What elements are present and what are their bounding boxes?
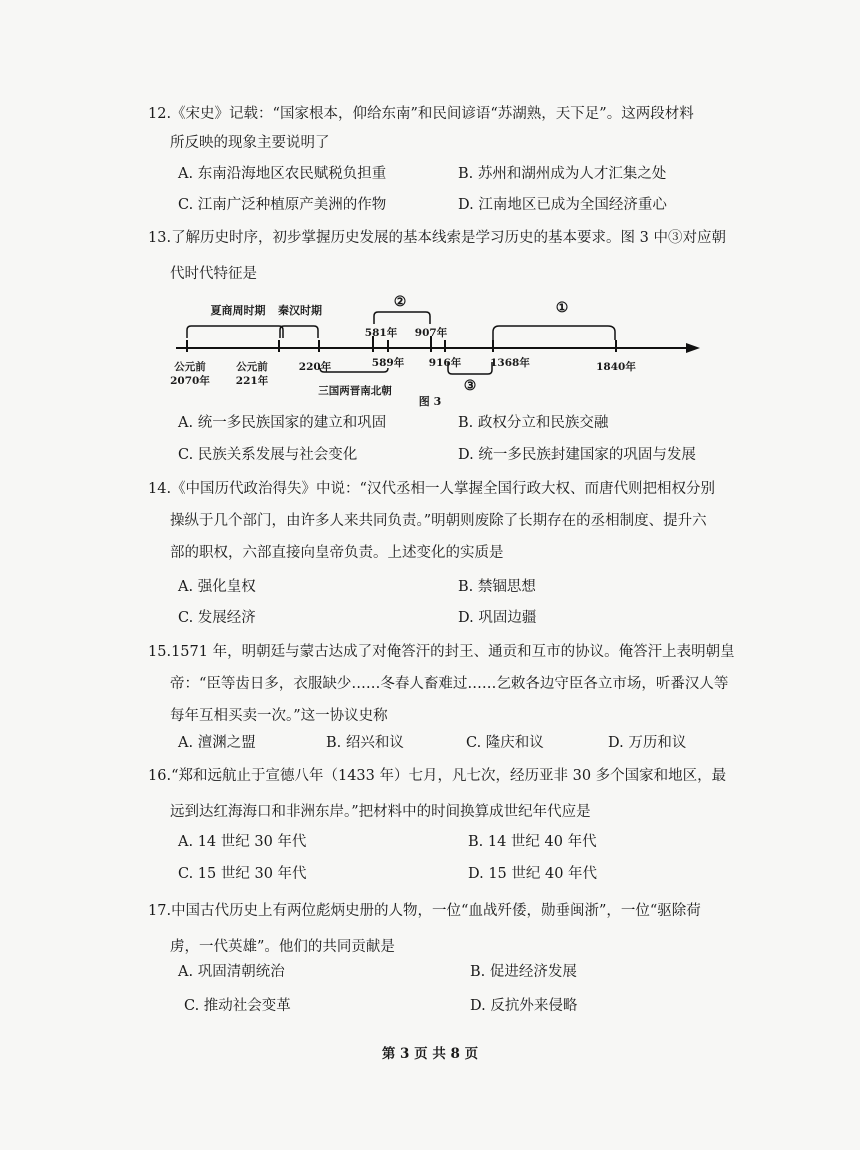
stem-line: 帝：“臣等齿日多，衣服缺少……冬春人畜难过……乞敕各边守臣各立市场，听番汉人等: [170, 676, 729, 692]
label-xia-shang-zhou: 夏商周时期: [210, 304, 266, 317]
option-d[interactable]: D. 江南地区已成为全国经济重心: [458, 197, 667, 213]
option-a[interactable]: A. 14 世纪 30 年代: [178, 834, 307, 850]
stem-line: 《宋史》记载：“国家根本，仰给东南”和民间谚语“苏湖熟，天下足”。这两段材料: [171, 106, 694, 122]
label-circle-2: ②: [393, 294, 407, 310]
label-circle-3: ③: [463, 378, 477, 394]
date-1840: 1840年: [596, 361, 636, 373]
date-2070bc-line2: 2070年: [170, 375, 210, 387]
timeline-figure: [160, 290, 720, 420]
date-221bc-line1: 公元前: [236, 361, 268, 373]
brace-xia-shang-zhou: [187, 326, 283, 338]
option-c[interactable]: C. 15 世纪 30 年代: [178, 866, 307, 882]
date-907: 907年: [414, 327, 448, 339]
stem-line: 每年互相买卖一次。”这一协议史称: [170, 708, 388, 724]
stem-line: 1571 年，明朝廷与蒙古达成了对俺答汗的封王、通贡和互市的协议。俺答汗上表明朝皇: [171, 644, 735, 660]
stem-line: “郑和远航止于宣德八年（1433 年）七月，凡七次，经历亚非 30 多个国家和地区，最: [171, 768, 727, 784]
figure-caption: 图 3: [418, 395, 442, 408]
brace-1: [493, 326, 615, 340]
stem-line: 中国古代历史上有两位彪炳史册的人物，一位“血战歼倭，勋垂闽浙”，一位“驱除荷: [171, 903, 701, 919]
question-number: 17.: [148, 903, 172, 919]
stem-line: 操纵于几个部门，由许多人来共同负责。”明朝则废除了长期存在的丞相制度、提升六: [170, 513, 707, 529]
option-c[interactable]: C. 隆庆和议: [466, 735, 544, 751]
date-2070bc-line1: 公元前: [174, 361, 206, 373]
option-b[interactable]: B. 14 世纪 40 年代: [468, 834, 597, 850]
label-qin-han: 秦汉时期: [278, 304, 322, 317]
option-d[interactable]: D. 反抗外来侵略: [470, 998, 578, 1014]
question-number: 12.: [148, 106, 172, 122]
question-14-stem: [148, 473, 748, 569]
option-d[interactable]: D. 统一多民族封建国家的巩固与发展: [458, 447, 696, 463]
stem-line: 了解历史时序，初步掌握历史发展的基本线索是学习历史的基本要求。图 3 中③对应朝: [171, 230, 727, 246]
question-13-stem: [148, 222, 748, 294]
option-d[interactable]: D. 万历和议: [608, 735, 687, 751]
date-581: 581年: [364, 327, 398, 339]
option-b[interactable]: B. 促进经济发展: [470, 964, 577, 980]
option-c[interactable]: C. 推动社会变革: [184, 998, 291, 1014]
option-b[interactable]: B. 政权分立和民族交融: [458, 415, 609, 431]
stem-line: 部的职权，六部直接向皇帝负责。上述变化的实质是: [170, 545, 504, 561]
option-d[interactable]: D. 15 世纪 40 年代: [468, 866, 598, 882]
page-footer: [0, 1042, 860, 1062]
timeline-arrow: [686, 343, 700, 353]
brace-qin-han: [280, 326, 318, 338]
option-d[interactable]: D. 巩固边疆: [458, 610, 537, 626]
question-number: 15.: [148, 644, 172, 660]
date-1368: 1368年: [490, 357, 530, 369]
option-b[interactable]: B. 苏州和湖州成为人才汇集之处: [458, 166, 667, 182]
option-a[interactable]: A. 统一多民族国家的建立和巩固: [178, 415, 387, 431]
stem-line: 虏，一代英雄”。他们的共同贡献是: [170, 939, 395, 955]
option-c[interactable]: C. 江南广泛种植原产美洲的作物: [178, 197, 387, 213]
option-c[interactable]: C. 民族关系发展与社会变化: [178, 447, 358, 463]
date-589: 589年: [371, 357, 405, 369]
question-number: 14.: [148, 481, 172, 497]
stem-line: 所反映的现象主要说明了: [170, 135, 330, 151]
stem-line: 代时代特征是: [170, 266, 257, 282]
brace-2: [374, 312, 430, 324]
question-16-stem: [148, 760, 748, 832]
question-number: 13.: [148, 230, 172, 246]
question-12-stem: [148, 98, 748, 156]
option-a[interactable]: A. 东南沿海地区农民赋税负担重: [178, 166, 387, 182]
stem-line: 《中国历代政治得失》中说：“汉代丞相一人掌握全国行政大权、而唐代则把相权分别: [171, 481, 715, 497]
question-17-stem: [148, 895, 748, 967]
date-916: 916年: [428, 357, 462, 369]
date-220: 220年: [298, 361, 332, 373]
option-b[interactable]: B. 绍兴和议: [326, 735, 404, 751]
stem-line: 远到达红海海口和非洲东岸。”把材料中的时间换算成世纪年代应是: [170, 804, 591, 820]
option-a[interactable]: A. 澶渊之盟: [178, 735, 256, 751]
option-c[interactable]: C. 发展经济: [178, 610, 256, 626]
question-15-stem: [148, 636, 748, 732]
option-b[interactable]: B. 禁锢思想: [458, 579, 536, 595]
date-221bc-line2: 221年: [235, 375, 269, 387]
option-a[interactable]: A. 巩固清朝统治: [178, 964, 285, 980]
label-three-kingdoms: 三国两晋南北朝: [318, 385, 392, 397]
page-number-text: 第 3 页 共 8 页: [381, 1046, 479, 1062]
label-circle-1: ①: [555, 300, 569, 316]
timeline-svg: [160, 290, 720, 420]
question-number: 16.: [148, 768, 172, 784]
option-a[interactable]: A. 强化皇权: [178, 579, 256, 595]
